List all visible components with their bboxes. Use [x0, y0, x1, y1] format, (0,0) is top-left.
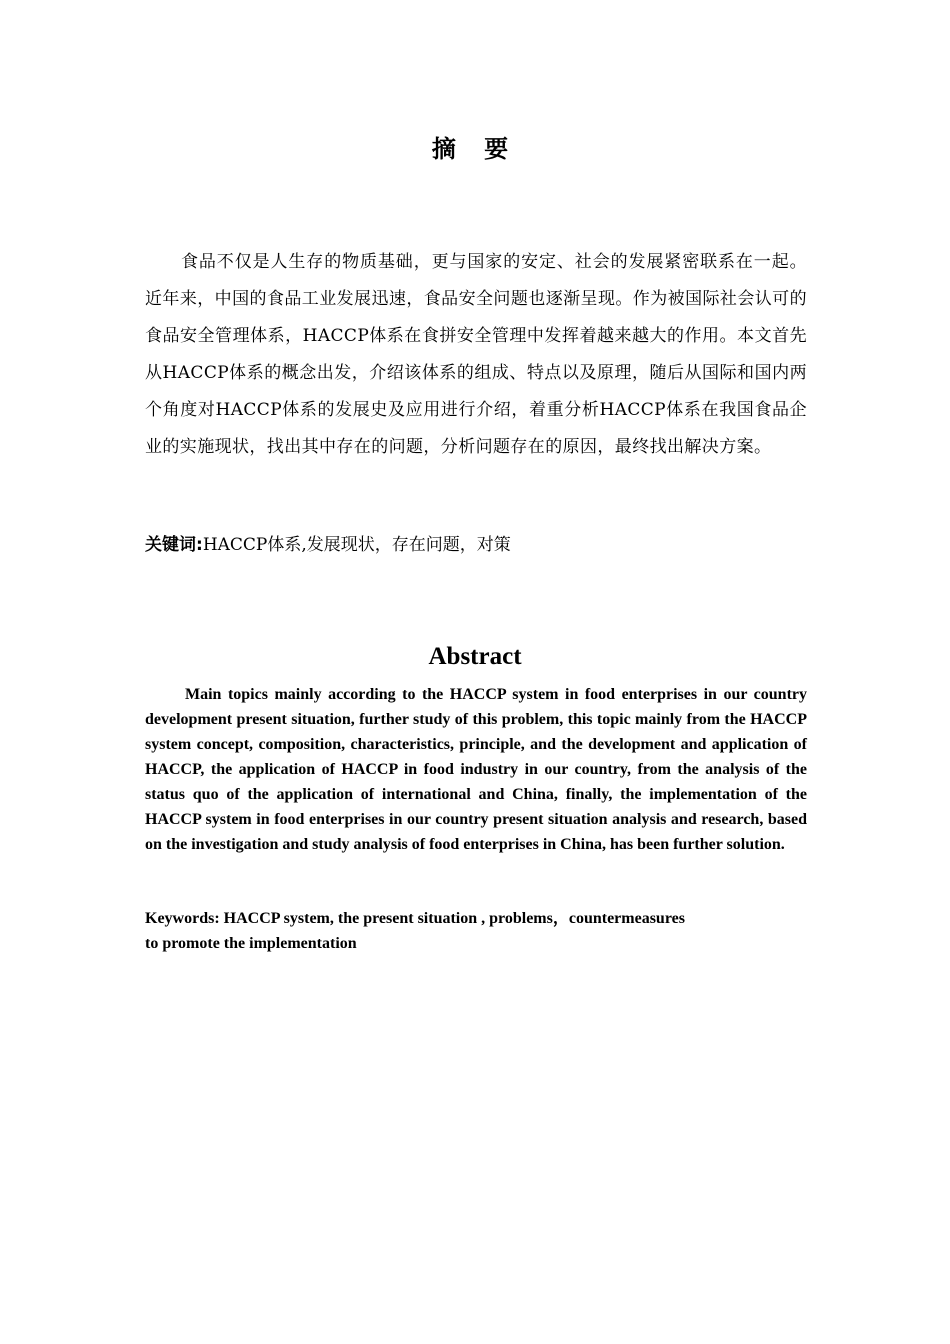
chinese-keywords-label: 关键词: — [145, 535, 203, 555]
english-abstract-title: Abstract — [428, 643, 522, 670]
chinese-keywords — [145, 530, 807, 560]
english-keywords-line-2: to promote the implementation — [145, 935, 357, 952]
english-abstract-body: Main topics mainly according to the HACCP system in food enterprises in our country development present situation, further study of this problem, this topic mainly from the HACCP system concept, composition, characteristics, principle, and the development and application of HACCP, the application of HACCP in food industry in our country, from the analysis of the status quo of the application of international and China, finally, the implementation of the HACCP system in food enterprises in our country present situation analysis and research, based on the investigation and study analysis of food enterprises in China, has been further solution. — [145, 686, 807, 853]
english-keywords — [145, 906, 807, 956]
english-keywords-line-1: Keywords: HACCP system, the present situation , problems，countermeasures — [145, 910, 685, 927]
chinese-abstract-title: 摘 要 — [431, 135, 519, 163]
chinese-abstract-body: 食品不仅是人生存的物质基础，更与国家的安定、社会的发展紧密联系在一起。近年来，中国的食品工业发展迅速，食品安全问题也逐渐呈现。作为被国际社会认可的食品安全管理体系，HACCP体系在食拼安全管理中发挥着越来越大的作用。本文首先从HACCP体系的概念出发，介绍该体系的组成、特点以及原理，随后从国际和国内两个角度对HACCP体系的发展史及应用进行介绍，着重分析HACCP体系在我国食品企业的实施现状，找出其中存在的问题，分析问题存在的原因，最终找出解决方案。 — [145, 252, 807, 457]
chinese-keywords-text: HACCP体系,发展现状，存在问题，对策 — [202, 535, 511, 555]
